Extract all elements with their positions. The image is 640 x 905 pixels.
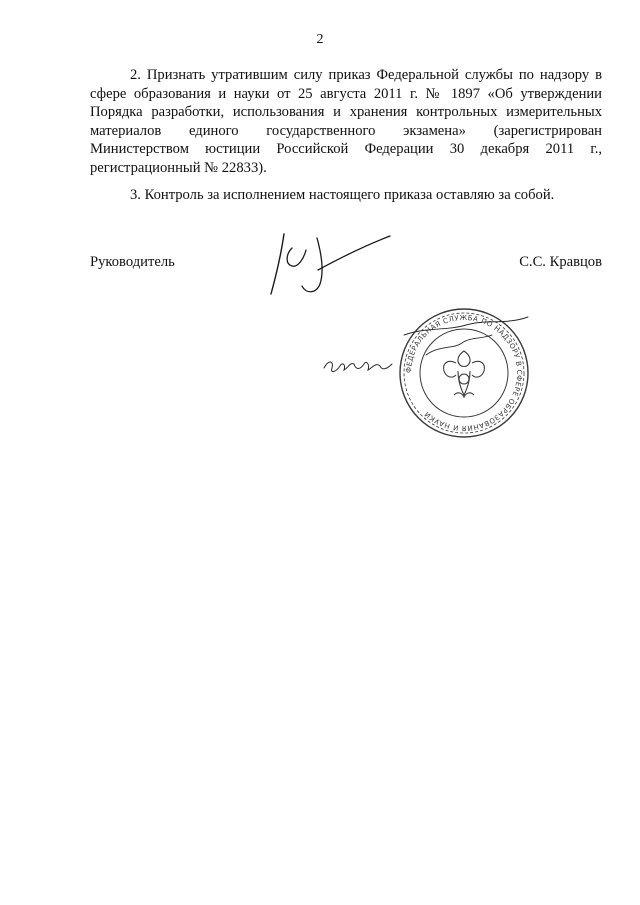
svg-text:ФЕДЕРАЛЬНАЯ СЛУЖБА ПО НАДЗОРУ <box>405 314 523 432</box>
document-body <box>90 66 602 204</box>
page-number: 2 <box>316 32 324 47</box>
seal-ring-text: ФЕДЕРАЛЬНАЯ СЛУЖБА ПО НАДЗОРУ В СФЕРЕ ОБРАЗОВАНИЯ И НАУКИ <box>404 313 524 433</box>
signer-name: С.С. Кравцов <box>519 254 602 270</box>
eagle-emblem <box>444 351 485 397</box>
paragraph-2: 2. Признать утратившим силу приказ Федеральной службы по надзору в сфере образования и науки от 25 августа 2011 г. № 1897 «Об утверждении Порядка разработки, использования и хранения контрольных измерительных материалов единого государственного экзамена» (зарегистрирован Министерством юстиции Российской Федерации 30 декабря 2011 г., регистрационный № 22833). <box>90 67 602 176</box>
handwritten-signature <box>262 226 402 298</box>
paragraph-3: 3. Контроль за исполнением настоящего приказа оставляю за собой. <box>130 186 555 203</box>
handwritten-note <box>320 350 400 378</box>
official-seal <box>396 305 532 441</box>
signer-title: Руководитель <box>90 254 175 270</box>
